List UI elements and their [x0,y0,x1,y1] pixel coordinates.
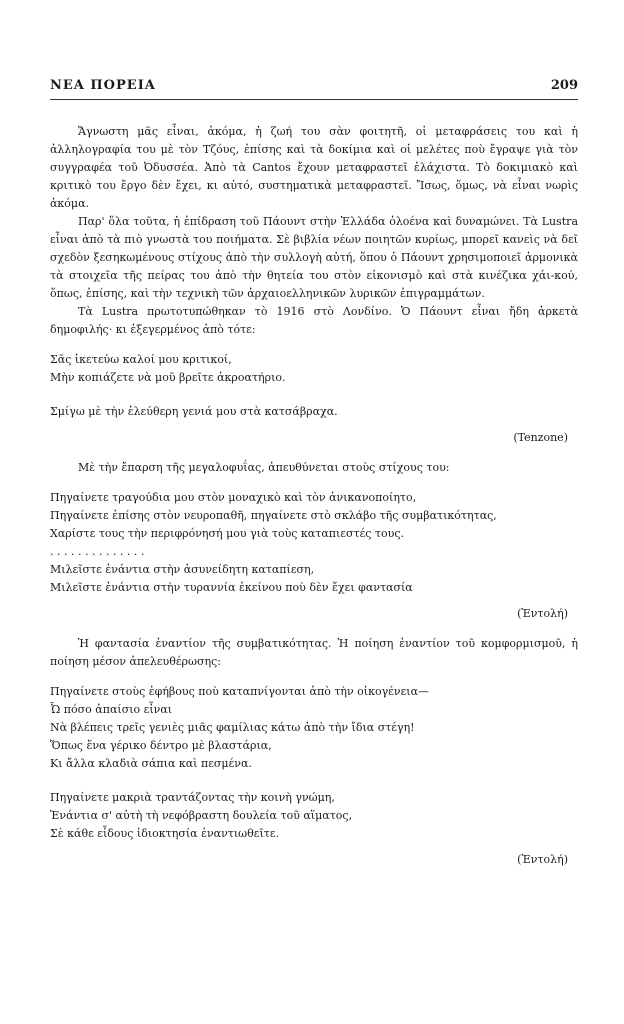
spacer [50,477,578,489]
spacer [50,623,578,635]
spacer [50,597,578,605]
verse-ellipsis: . . . . . . . . . . . . . . [50,545,145,558]
verse-line: Πηγαίνετε στοὺς ἐφήβους ποὺ καταπνίγονται ἀπὸ τὴν οἰκογένεια— [50,685,430,698]
verse-line: Μιλεῖστε ἐνάντια στὴν ἀσυνείδητη καταπίεση, [50,563,315,576]
verse-line: Ὦ πόσο ἀπαίσιο εἶναι [50,703,173,716]
paragraph-4: Μὲ τὴν ἔπαρση τῆς μεγαλοφυΐας, ἀπευθύνεται στοὺς στίχους του: [78,461,450,474]
page-body [50,123,578,869]
spacer [50,671,578,683]
verse-line: Μὴν κοπιάζετε νὰ μοῦ βρεῖτε ἀκροατήριο. [50,371,286,384]
verse-line: Πηγαίνετε τραγούδια μου στὸν μοναχικὸ καὶ τὸν ἀνικανοποίητο, [50,491,417,504]
page-number: 209 [550,78,578,93]
header-rule [50,99,578,100]
spacer [50,421,578,429]
verse-line: Πηγαίνετε ἐπίσης στὸν νευροπαθῆ, πηγαίνετε στὸ σκλάβο τῆς συμβατικότητας, [50,509,497,522]
verse-line: Πηγαίνετε μακριὰ τραντάζοντας τὴν κοινὴ γνώμη, [50,791,335,804]
verse-line: Ὅπως ἕνα γέρικο δέντρο μὲ βλαστάρια, [50,739,272,752]
verse-line: Σὲ κάθε εἶδους ἰδιοκτησία ἐναντιωθεῖτε. [50,827,280,840]
attribution-entoli-2: (Ἐντολή) [517,853,568,866]
journal-title: ΝΕΑ ΠΟΡΕΙΑ [50,78,156,93]
verse-line: Χαρίστε τους τὴν περιφρόνησή μου γιὰ τοὺς καταπιεστές τους. [50,527,404,540]
verse-line: Σμίγω μὲ τὴν ἐλεύθερη γενιά μου στὰ κατσάβραχα. [50,405,338,418]
paragraph-5: Ἡ φαντασία ἐναντίον τῆς συμβατικότητας. Ἡ ποίηση ἐναντίον τοῦ κομφορμισμοῦ, ἡ ποίηση μέσον ἀπελευθέρωσης: [50,637,578,668]
attribution-entoli: (Ἐντολή) [517,607,568,620]
paragraph-1: Ἄγνωστη μᾶς εἶναι, ἀκόμα, ἡ ζωή του σὰν φοιτητῆ, οἱ μεταφράσεις του καὶ ἡ ἀλληλογραφία του μὲ τὸν Τζόυς, ἐπίσης καὶ τὰ δοκίμια καὶ οἱ μελέτες ποὺ ἔγραψε γιὰ τὸν συγγραφέα τοῦ Ὀδυσσέα. Ἀπὸ τὰ Cantos ἔχουν μεταφραστεῖ ἐλάχιστα. Τὸ δοκιμιακὸ καὶ κριτικὸ του ἔργο δὲν ἔχει, κι αὐτό, συστηματικὰ μεταφραστεῖ. Ἴσως, ὅμως, νὰ εἶναι νωρὶς ἀκόμα. [50,125,578,210]
verse-line: Ἐνάντια σ' αὐτὴ τὴ νεφόβραστη δουλεία τοῦ αἵματος, [50,809,353,822]
spacer [50,447,578,459]
paragraph-2: Παρ' ὅλα τοῦτα, ἡ ἐπίδραση τοῦ Πάουντ στὴν Ἑλλάδα ὁλοένα καὶ δυναμώνει. Τὰ Lustra εἶναι ἀπὸ τὰ πιὸ γνωστὰ του ποιήματα. Σὲ βιβλία νέων ποιητῶν κυρίως, μπορεῖ κανεὶς νὰ δεῖ σχεδὸν ξεσηκωμένους στίχους ἀπὸ τὴν συλλογὴ αὐτή, ὅπου ὁ Πάουντ χρησιμοποιεῖ ἁρμονικὰ τὰ στοιχεῖα τῆς πείρας του ἀπὸ τὴν θητεία του στὸν εἰκονισμὸ καὶ στὰ κινέζικα χάι-κού, ὅπως, ἐπίσης, καὶ τὴν τεχνικὴ τῶν ἀρχαιοελληνικῶν λυρικῶν ἐπιγραμμάτων. [50,215,578,300]
verse-line: Κι ἄλλα κλαδιὰ σάπια καὶ πεσμένα. [50,757,252,770]
verse-line: Μιλεῖστε ἐνάντια στὴν τυραννία ἐκείνου ποὺ δὲν ἔχει φαντασία [50,581,413,594]
spacer [50,387,578,403]
running-header [50,78,578,98]
spacer [50,339,578,351]
paragraph-3: Τὰ Lustra πρωτοτυπώθηκαν τὸ 1916 στὸ Λονδίνο. Ὁ Πάουντ εἶναι ἤδη ἀρκετὰ δημοφιλής· κι ἐξεγερμένος ἀπὸ τότε: [50,305,578,336]
spacer [50,773,578,789]
verse-line: Σᾶς ἱκετεύω καλοί μου κριτικοί, [50,353,232,366]
attribution-tenzone: (Tenzone) [513,431,568,444]
spacer [50,843,578,851]
verse-line: Νὰ βλέπεις τρεῖς γενιὲς μιᾶς φαμίλιας κάτω ἀπὸ τὴν ἴδια στέγη! [50,721,415,734]
